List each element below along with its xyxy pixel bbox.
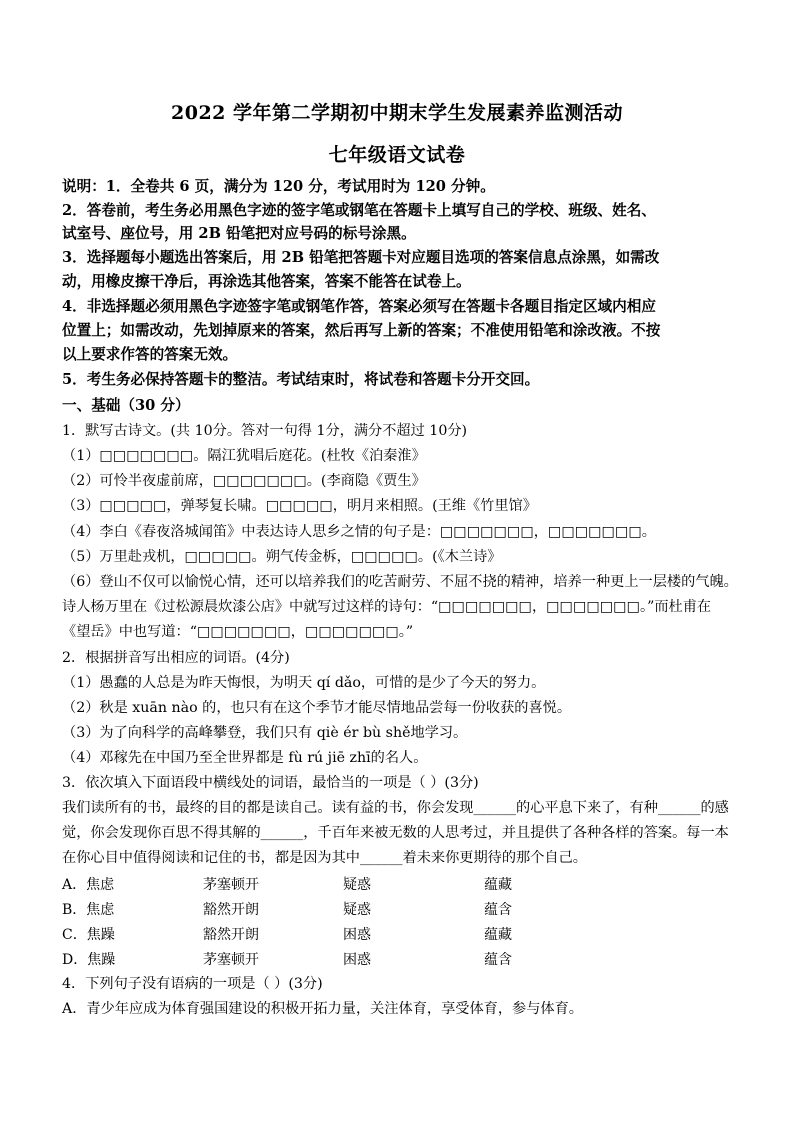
note-line: 5．考生务必保持答题卡的整洁。考试结束时，将试卷和答题卡分开交回。 — [62, 371, 540, 388]
option-word: 蕴含 — [484, 902, 512, 918]
question-3-stem: 3．依次填入下面语段中横线处的词语，最恰当的一项是（ ）(3分) — [62, 775, 479, 791]
note-line: 2．答卷前，考生务必用黑色字迹的签字笔或钢笔在答题卡上填写自己的学校、班级、姓名、 — [62, 202, 656, 219]
question-4-option: A．青少年应成为体育强国建设的积极开拓力量，关注体育，享受体育，参与体育。 — [62, 1001, 583, 1017]
option-word: 蕴藏 — [484, 927, 512, 943]
question-2-item: （4）邓稼先在中国乃至全世界都是 fù rú jiē zhī的名人。 — [62, 750, 428, 766]
question-1-item: 《望岳》中也写道：“□□□□□□□，□□□□□□□。” — [62, 624, 414, 640]
option-word: 豁然开朗 — [203, 902, 259, 918]
question-1-item: （2）可怜半夜虚前席，□□□□□□□。(李商隐《贾生》 — [62, 473, 426, 489]
section-heading: 一、基础（30 分） — [62, 397, 190, 414]
question-1-item: （5）万里赴戎机，□□□□□。朔气传金柝，□□□□□。(《木兰诗》 — [62, 549, 502, 565]
question-2-item: （2）秋是 xuān nào 的，也只有在这个季节才能尽情地品尝每一份收获的喜悦。 — [62, 700, 572, 716]
question-3-passage: 我们读所有的书，最终的目的都是读自己。读有益的书，你会发现______的心平息下来了，有种______的感 — [62, 800, 729, 816]
question-4-stem: 4．下列句子没有语病的一项是（ ）(3分) — [62, 976, 323, 992]
option-label: D．焦躁 — [62, 952, 116, 968]
note-line: 位置上；如需改动，先划掉原来的答案，然后再写上新的答案；不准使用铅笔和涂改液。不按 — [62, 322, 661, 339]
option-word: 茅塞顿开 — [203, 877, 259, 893]
note-line: 试室号、座位号，用 2B 铅笔把对应号码的标号涂黑。 — [62, 225, 416, 242]
option-word: 疑惑 — [343, 877, 371, 893]
option-word: 疑惑 — [343, 902, 371, 918]
note-line: 3．选择题每小题选出答案后，用 2B 铅笔把答题卡对应题目选项的答案信息点涂黑，如需改 — [62, 249, 660, 266]
question-2-item: （3）为了向科学的高峰攀登，我们只有 qiè ér bù shě地学习。 — [62, 725, 468, 741]
option-label: C．焦躁 — [62, 927, 115, 943]
option-word: 困惑 — [343, 952, 371, 968]
question-1-item: （1）□□□□□□□。隔江犹唱后庭花。(杜牧《泊秦淮》 — [62, 448, 426, 464]
question-1-item: （6）登山不仅可以愉悦心情，还可以培养我们的吃苦耐劳、不屈不挠的精神，培养一种更上一层楼的气魄。 — [62, 574, 738, 590]
question-1-stem: 1．默写古诗文。(共 10分。答对一句得 1分，满分不超过 10分) — [62, 423, 468, 439]
question-1-item: （3）□□□□□，弹琴复长啸。□□□□□，明月来相照。(王维《竹里馆》 — [62, 498, 537, 514]
exam-title: 2022 学年第二学期初中期末学生发展素养监测活动 — [171, 102, 623, 124]
option-label: A．焦虑 — [62, 877, 115, 893]
question-2-item: （1）愚蠢的人总是为昨天悔恨，为明天 qí dǎo，可惜的是少了今天的努力。 — [62, 675, 546, 691]
note-line: 动，用橡皮擦干净后，再涂选其他答案，答案不能答在试卷上。 — [62, 273, 471, 290]
option-word: 困惑 — [343, 927, 371, 943]
option-word: 蕴藏 — [484, 877, 512, 893]
question-3-passage: 觉，你会发现你百思不得其解的______，千百年来被无数的人思考过，并且提供了各种各样的答案。每一本 — [62, 825, 729, 841]
question-3-passage: 在你心目中值得阅读和记住的书，都是因为其中______着未来你更期待的那个自己。 — [62, 850, 587, 866]
note-line: 说明：1．全卷共 6 页，满分为 120 分，考试用时为 120 分钟。 — [62, 178, 495, 195]
note-line: 4．非选择题必须用黑色字迹签字笔或钢笔作答，答案必须写在答题卡各题目指定区域内相应 — [62, 298, 656, 315]
option-word: 茅塞顿开 — [203, 952, 259, 968]
option-word: 豁然开朗 — [203, 927, 259, 943]
question-1-item: （4）李白《春夜洛城闻笛》中表达诗人思乡之情的句子是：□□□□□□□，□□□□□□□。 — [62, 524, 656, 540]
question-2-stem: 2．根据拼音写出相应的词语。(4分) — [62, 650, 290, 666]
note-line: 以上要求作答的答案无效。 — [62, 346, 238, 363]
option-label: B．焦虑 — [62, 902, 115, 918]
question-1-item: 诗人杨万里在《过松源晨炊漆公店》中就写过这样的诗句：“□□□□□□□，□□□□□□□。”而杜甫在 — [62, 599, 712, 615]
option-word: 蕴含 — [484, 952, 512, 968]
exam-subtitle: 七年级语文试卷 — [328, 144, 466, 166]
